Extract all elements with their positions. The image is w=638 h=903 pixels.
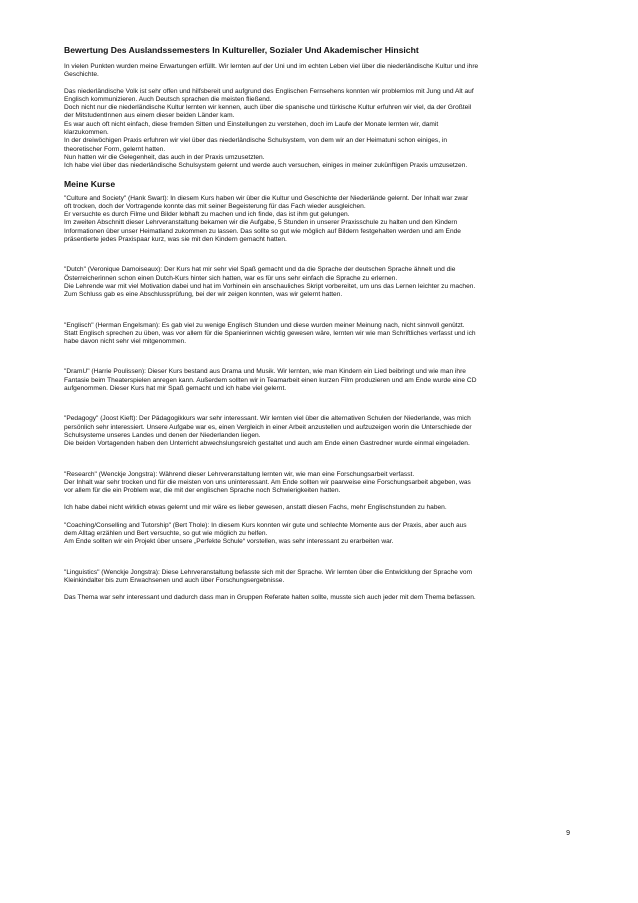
text-line: "DramU" (Harrie Poulissen): Dieser Kurs bestand aus Drama und Musik. Wir lernten, wie man Kindern ein Lied beibringt und wie man ihre bbox=[64, 368, 466, 376]
course-paragraph bbox=[64, 368, 574, 393]
text-line: der MitstudentInnen aus einem dieser beiden Länder kam. bbox=[64, 112, 235, 120]
text-line: "Research" (Wenckje Jongstra): Während dieser Lehrveranstaltung lernten wir, wie man eine Forschungsarbeit verfasst. bbox=[64, 470, 415, 478]
text-line: Der Inhalt war sehr trocken und für die meisten von uns uninteressant. Am Ende sollten wir paarweise eine Forschungsarbeit abgeben, was bbox=[64, 478, 471, 486]
course-paragraph bbox=[64, 471, 574, 496]
text-line: Nun hatten wir die Gelegenheit, das auch in der Praxis umzusetzten. bbox=[64, 153, 265, 161]
document-page bbox=[64, 45, 574, 611]
text-line: habe davon nicht sehr viel mitgenommen. bbox=[64, 338, 187, 346]
course-paragraph bbox=[64, 594, 574, 602]
text-line: Österreicherinnen schon einen Dutch-Kurs hinter sich hatten, war es für uns sehr einfach die Sprache zu erlernen. bbox=[64, 274, 398, 282]
text-line: Es war auch oft nicht einfach, diese fremden Sitten und Einstellungen zu verstehen, doch im Laufe der Monate lernten wir, damit bbox=[64, 120, 439, 128]
text-line: "Linguistics" (Wenckje Jongstra): Diese Lehrveranstaltung befasste sich mit der Sprache. Wir lernten über die Entwicklung der Sprache vom bbox=[64, 568, 473, 576]
text-line: Schulsysteme unseres Landes und denen der Niederlanden liegen. bbox=[64, 431, 261, 439]
intro-paragraph bbox=[64, 63, 574, 80]
document-title: Bewertung Des Auslandssemesters In Kultureller, Sozialer Und Akademischer Hinsicht bbox=[64, 45, 419, 55]
course-paragraph bbox=[64, 322, 574, 347]
text-line: Ich habe viel über das niederländische Schulsystem gelernt und werde auch versuchen, einiges in meiner zukünftigen Praxis umzusetzen. bbox=[64, 162, 468, 170]
text-line: vor allem für die ein Problem war, die mit der englischen Sprache noch Schwierigkeiten hatten. bbox=[64, 487, 341, 495]
course-paragraph bbox=[64, 569, 574, 586]
course-paragraph bbox=[64, 195, 574, 245]
courses-section bbox=[64, 195, 574, 603]
courses-heading: Meine Kurse bbox=[64, 178, 116, 189]
text-line: "Englisch" (Herman Engelsman): Es gab viel zu wenige Englisch Stunden und diese wurden meiner Meinung nach, nicht sinnvoll genützt. bbox=[64, 321, 465, 329]
text-line: klarzukommen. bbox=[64, 129, 109, 137]
text-line: Zum Schluss gab es eine Abschlussprüfung, bei der wir zeigen konnten, was wir gelernt hatten. bbox=[64, 291, 343, 299]
text-line: dem Alltag erzählen und Bert versuchte, so gut wie möglich zu helfen. bbox=[64, 529, 268, 537]
text-line: Kleinkindalter bis zum Erwachsenen und auch über Forschungsergebnisse. bbox=[64, 576, 285, 584]
text-line: Er versuchte es durch Filme und Bilder lebhaft zu machen und ich finde, das ist ihm gut gelungen. bbox=[64, 211, 350, 219]
course-paragraph bbox=[64, 504, 574, 512]
intro-paragraph bbox=[64, 88, 574, 171]
text-line: In der dreiwöchigen Praxis erfuhren wir viel über das niederländische Schulsystem, von dem wir an der Heimatuni schon einiges, in bbox=[64, 137, 447, 145]
text-line: Die beiden Vortagenden haben den Unterricht abwechslungsreich gestaltet und auch am Ende einen Gastredner wurde einmal eingeladen. bbox=[64, 440, 470, 448]
text-line: "Pedagogy" (Joost Kieft): Der Pädagogikkurs war sehr interessant. Wir lernten viel über die alternativen Schulen der Niederlande, was mich bbox=[64, 415, 471, 423]
text-line: persönlich sehr interessiert. Unsere Aufgabe war es, einen Vergleich in einer Arbeit anzustellen und aufzuzeigen worin die Unterschiede der bbox=[64, 423, 472, 431]
text-line: Statt Englisch sprechen zu üben, was vor allem für die Spanierinnen wichtig gewesen wäre, lernten wir wie man Schriftliches verfasst und ich bbox=[64, 329, 476, 337]
text-line: "Coaching/Conselling and Tutorship" (Bert Thole): In diesem Kurs konnten wir gute und schlechte Momente aus der Praxis, aber auch aus bbox=[64, 521, 467, 529]
text-line: Die Lehrende war mit viel Motivation dabei und hat im Vorhinein ein anschauliches Skript vorbereitet, um uns das Lernen leichter zu machen. bbox=[64, 282, 476, 290]
text-line: oft trocken, doch der Vortragende konnte das mit seiner Begeisterung für das Fach wieder ausgleichen. bbox=[64, 202, 366, 210]
text-line: Englisch kommunizieren. Auch Deutsch sprachen die meisten fließend. bbox=[64, 95, 272, 103]
course-paragraph bbox=[64, 266, 574, 299]
text-line: Am Ende sollten wir ein Projekt über unsere „Perfekte Schule“ vorstellen, was sehr interessant zu erarbeiten war. bbox=[64, 538, 394, 546]
text-line: Informationen über unser Heimatland zukommen zu lassen. Das sollte so gut wie möglich auf Bildern festgehalten werden und am Ende bbox=[64, 227, 461, 235]
text-line: Fantasie beim Theaterspielen anregen kann. Außerdem sollten wir in Teamarbeit einen kurzen Film produzieren und am Ende wurde eine CD bbox=[64, 376, 477, 384]
text-line: theoretischer Form, gelernt hatten. bbox=[64, 145, 166, 153]
course-paragraph bbox=[64, 415, 574, 448]
intro-section bbox=[64, 63, 574, 171]
course-paragraph bbox=[64, 522, 574, 547]
text-line: "Dutch" (Veronique Damoiseaux): Der Kurs hat mir sehr viel Spaß gemacht und da die Sprache der deutschen Sprache ähnelt und die bbox=[64, 266, 456, 274]
text-line: Geschichte. bbox=[64, 71, 99, 79]
text-line: Im zweiten Abschnitt dieser Lehrveranstaltung bekamen wir die Aufgabe, 5 Stunden in unserer Praxisschule zu halten und den Kindern bbox=[64, 219, 458, 227]
text-line: präsentierte jedes Praxispaar kurz, was sie mit den Kindern gemacht hatten. bbox=[64, 236, 287, 244]
text-line: aufgenommen. Dieser Kurs hat mir Spaß gemacht und ich habe viel gelernt. bbox=[64, 385, 287, 393]
text-line: "Culture and Society" (Hank Swart): In diesem Kurs haben wir über die Kultur und Geschichte der Niederlände gelernt. Der Inhalt war zwar bbox=[64, 194, 469, 202]
page-number: 9 bbox=[566, 830, 570, 837]
text-line: In vielen Punkten wurden meine Erwartungen erfüllt. Wir lernten auf der Uni und im echten Leben viel über die niederländische Kultur und ihre bbox=[64, 63, 479, 70]
text-line: Ich habe dabei nicht wirklich etwas gelernt und mir wäre es lieber gewesen, anstatt diesen Fachs, mehr Englischstunden zu haben. bbox=[64, 504, 447, 512]
text-line: Das Thema war sehr interessant und dadurch dass man in Gruppen Referate halten sollte, musste sich auch jeder mit dem Thema befassen. bbox=[64, 594, 476, 602]
text-line: Doch nicht nur die niederländische Kultur lernten wir kennen, auch über die spanische und türkische Kultur erfuhren wir viel, da der Großteil bbox=[64, 104, 472, 112]
text-line: Das niederländische Volk ist sehr offen und hilfsbereit und aufgrund des Englischen Fernsehens konnten wir problemlos mit Jung und Alt auf bbox=[64, 87, 474, 95]
